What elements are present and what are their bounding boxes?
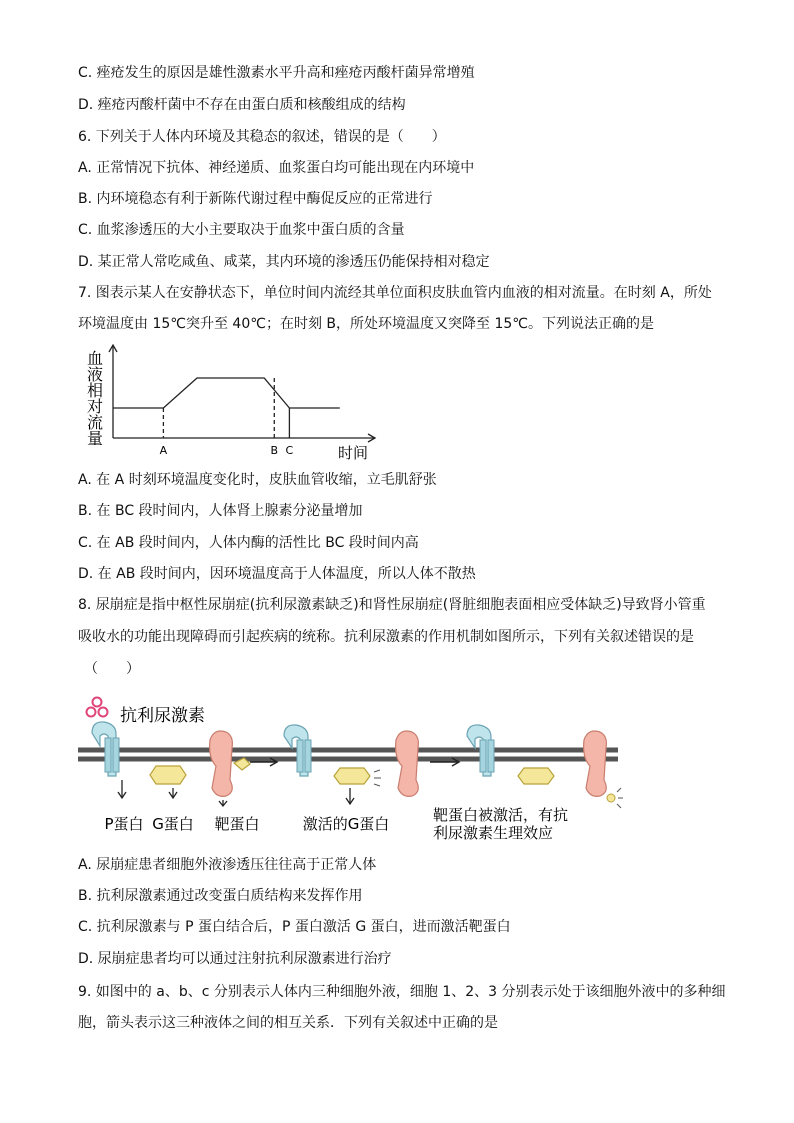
label-g-protein: G蛋白 [152,815,194,833]
tick-label-b: B [270,444,279,457]
question-6: 6. 下列关于人体内环境及其稳态的叙述，错误的是（ ） [78,129,446,145]
x-axis-label: 时间 [337,444,369,462]
target-protein-3-activated [584,731,623,808]
label-target-protein: 靶蛋白 [214,815,260,833]
option-b-q6: B. 内环境稳态有利于新陈代谢过程中酶促反应的正常进行 [78,191,433,207]
label-effect-line-1: 靶蛋白被激活，有抗 [433,806,569,824]
question-7-line-1: 7. 图表示某人在安静状态下，单位时间内流经其单位面积皮肤血管内血液的相对流量。在时刻 A，所处 [78,285,712,301]
option-b-q8: B. 抗利尿激素通过改变蛋白质结构来发挥作用 [78,888,363,904]
g-protein-2-activated [334,768,381,786]
option-b-q7: B. 在 BC 段时间内，人体肾上腺素分泌量增加 [78,503,363,519]
option-c-q7: C. 在 AB 段时间内，人体内酶的活性比 BC 段时间内高 [78,535,419,551]
option-a-q6: A. 正常情况下抗体、神经递质、血浆蛋白均可能出现在内环境中 [78,160,475,176]
cell-membrane [78,750,618,759]
y-label-char-1: 液 [86,365,104,384]
question-7-line-2: 环境温度由 15℃突升至 40℃；在时刻 B，所处环境温度又突降至 15℃。下列说法正确的是 [78,316,655,332]
question-9-line-1: 9. 如图中的 a、b、c 分别表示人体内三种细胞外液，细胞 1、2、3 分别表示处于该细胞外液中的多种细 [78,984,726,1000]
label-arrows [118,780,354,806]
question-8-line-2: 吸收水的功能出现障碍而引起疾病的统称。抗利尿激素的作用机制如图所示，下列有关叙述错误的是 [78,629,694,645]
target-protein-2 [396,731,419,796]
y-label-char-3: 对 [86,397,104,416]
y-label-char-5: 量 [86,429,104,448]
option-d-q7: D. 在 AB 段时间内，因环境温度高于人体温度，所以人体不散热 [78,566,476,582]
option-c-q8: C. 抗利尿激素与 P 蛋白结合后，P 蛋白激活 G 蛋白，进而激活靶蛋白 [78,919,511,935]
label-effect-line-2: 利尿激素生理效应 [433,824,554,840]
option-c-q5: C. 痤疮发生的原因是雄性激素水平升高和痤疮丙酸杆菌异常增殖 [78,65,475,81]
option-d-q8: D. 尿崩症患者均可以通过注射抗利尿激素进行治疗 [78,951,392,967]
g-protein-1 [150,766,186,784]
question-8-line-1: 8. 尿崩症是指中枢性尿崩症(抗利尿激素缺乏)和肾性尿崩症(肾脏细胞表面相应受体缺乏)导致肾小管重 [78,597,706,613]
diagram-title: 抗利尿激素 [120,706,205,726]
option-a-q8: A. 尿崩症患者细胞外液渗透压往往高于正常人体 [78,857,377,873]
tick-label-a: A [159,444,168,457]
label-p-protein: P蛋白 [104,815,144,833]
y-label-char-0: 血 [86,349,104,368]
blood-flow-chart [80,342,385,467]
y-label-char-2: 相 [86,381,104,400]
label-activated-g-protein: 激活的G蛋白 [302,815,390,833]
option-c-q6: C. 血浆渗透压的大小主要取决于血浆中蛋白质的含量 [78,222,405,238]
option-d-q5: D. 痤疮丙酸杆菌中不存在由蛋白质和核酸组成的结构 [78,97,406,113]
question-9-line-2: 胞，箭头表示这三种液体之间的相互关系．下列有关叙述中正确的是 [78,1015,498,1031]
target-protein-1 [210,731,233,796]
series-line-blood-flow [113,378,340,408]
question-8-line-3: （ ） [84,661,140,677]
hormone-dots [87,698,108,717]
tick-label-c: C [285,444,294,457]
y-axis-label [87,349,103,448]
y-label-char-4: 流 [86,413,104,432]
option-a-q7: A. 在 A 时刻环境温度变化时，皮肤血管收缩，立毛肌舒张 [78,472,437,488]
g-protein-3 [518,768,554,784]
adh-mechanism-diagram [78,688,623,840]
option-d-q6: D. 某正常人常吃咸鱼、咸菜，其内环境的渗透压仍能保持相对稳定 [78,254,490,270]
